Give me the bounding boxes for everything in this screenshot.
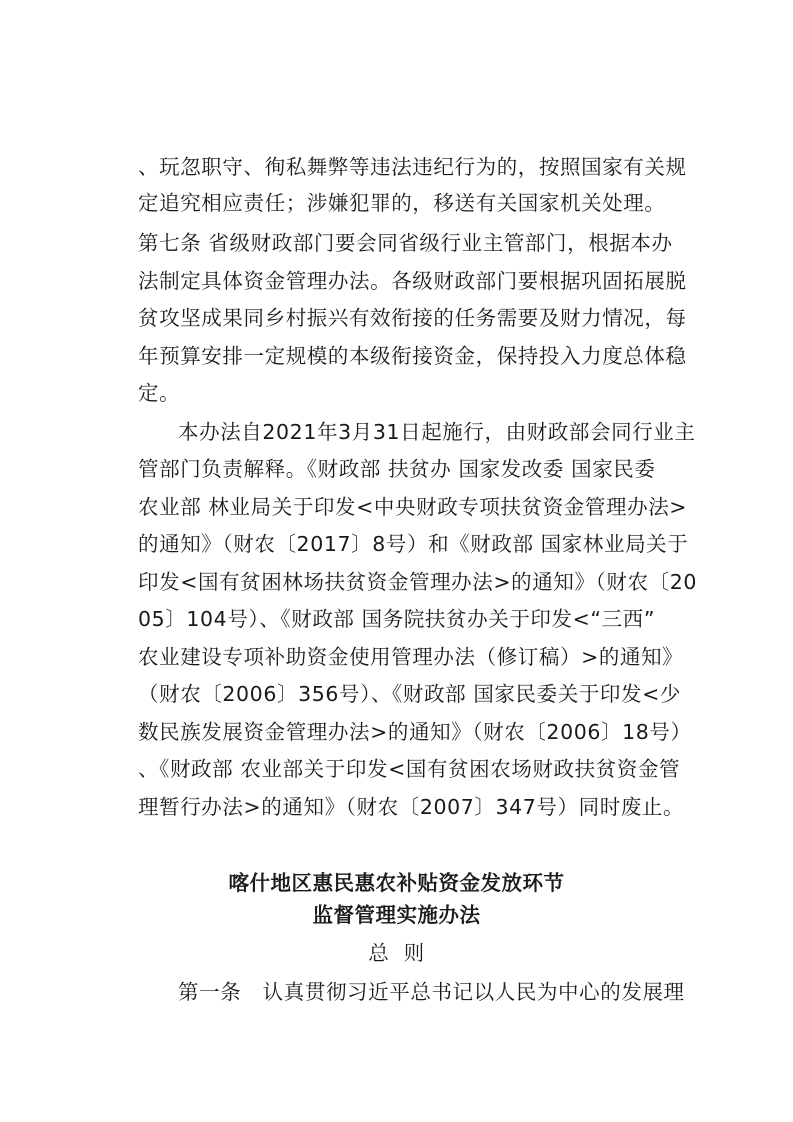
article-one-line: 第一条 认真贯彻习近平总书记以人民为中心的发展理 [178, 980, 685, 1004]
text-line: 农业建设专项补助资金使用管理办法（修订稿）>的通知》 [138, 645, 684, 669]
text-line: 管部门负责解释。《财政部 扶贫办 国家发改委 国家民委 [138, 457, 656, 481]
text-line: 农业部 林业局关于印发<中央财政专项扶贫资金管理办法> [138, 495, 688, 519]
text-line: （财农〔2006〕356号）、《财政部 国家民委关于印发<少 [138, 682, 681, 706]
article-seven-line: 第七条 省级财政部门要会同省级行业主管部门，根据本办 [138, 231, 673, 255]
text-line: 、《财政部 农业部关于印发<国有贫困农场财政扶贫资金管 [138, 757, 681, 781]
document-title-line1: 喀什地区惠民惠农补贴资金发放环节 [228, 871, 565, 895]
document-title-line2: 监督管理实施办法 [312, 903, 481, 927]
text-line: 印发<国有贫困林场扶贫资金管理办法>的通知》（财农〔20 [138, 570, 697, 594]
text-line: 数民族发展资金管理办法>的通知》（财农〔2006〕18号） [138, 720, 692, 744]
text-line: 法制定具体资金管理办法。各级财政部门要根据巩固拓展脱 [138, 269, 687, 293]
text-line: 的通知》（财农〔2017〕8号）和《财政部 国家林业局关于 [138, 532, 689, 556]
text-line: 理暂行办法>的通知》（财农〔2007〕347号）同时废止。 [138, 795, 685, 819]
text-line: 年预算安排一定规模的本级衔接资金，保持投入力度总体稳 [138, 344, 687, 368]
text-line: 定追究相应责任；涉嫌犯罪的，移送有关国家机关处理。 [138, 191, 666, 215]
effective-date-line: 本办法自2021年3月31日起施行，由财政部会同行业主 [178, 420, 696, 444]
text-line: 、玩忽职守、徇私舞弊等违法违纪行为的，按照国家有关规 [138, 155, 687, 179]
text-line: 定。 [138, 381, 181, 405]
section-heading: 总 则 [368, 941, 425, 965]
text-line: 贫攻坚成果同乡村振兴有效衔接的任务需要及财力情况，每 [138, 306, 687, 330]
text-line: 05〕104号）、《财政部 国务院扶贫办关于印发<“三西” [138, 607, 656, 631]
